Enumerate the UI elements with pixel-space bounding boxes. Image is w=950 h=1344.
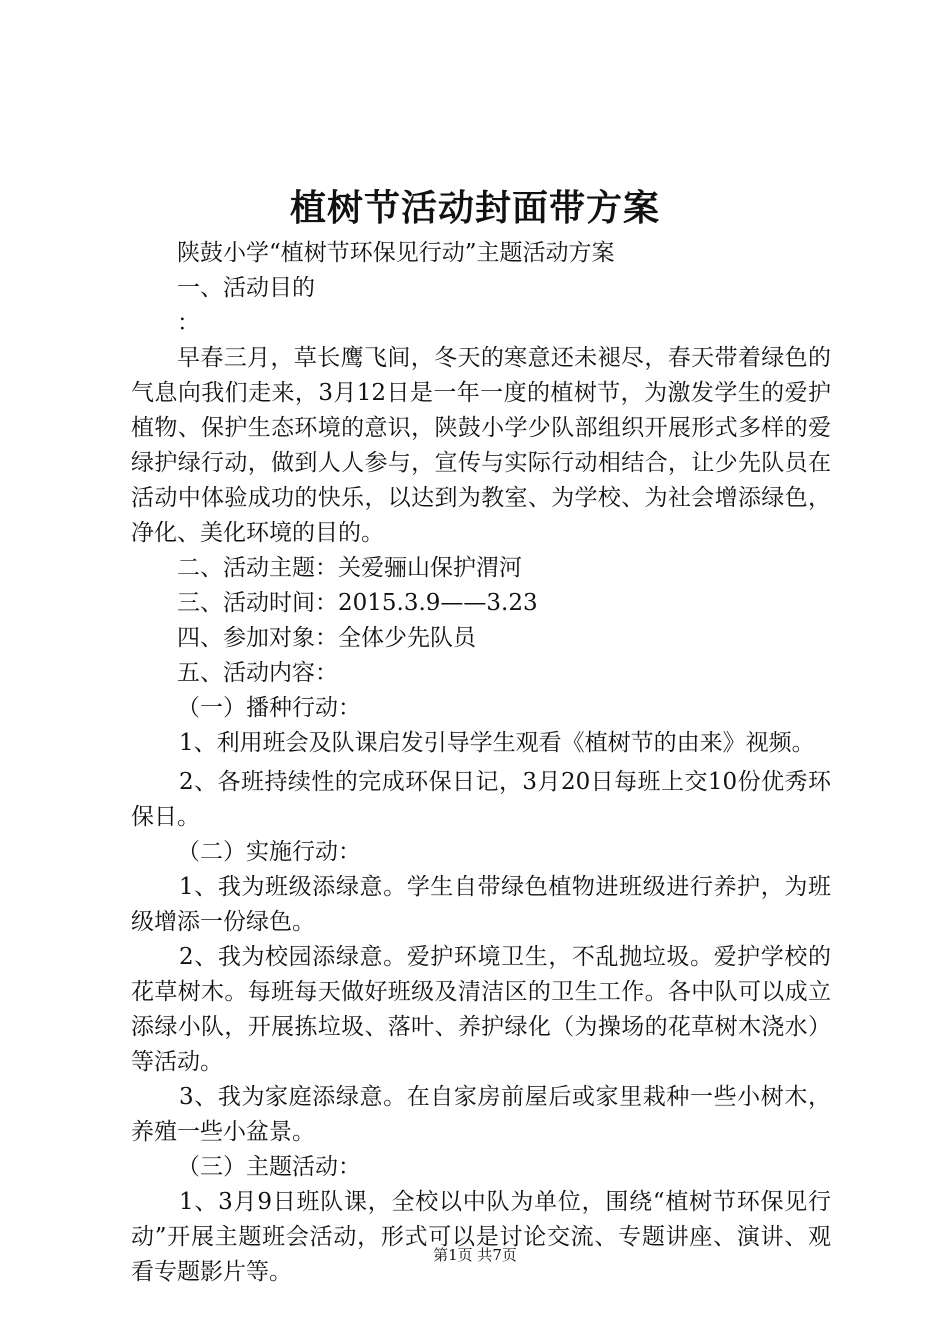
- section-participants: 四、参加对象：全体少先队员: [177, 625, 476, 651]
- page-number-footer: 第1页 共7页: [433, 1246, 517, 1264]
- list-item: 1、利用班会及队课启发引导学生观看《植树节的由来》视频。: [179, 730, 815, 756]
- paragraph-purpose: 早春三月，草长鹰飞间，冬天的寒意还未褪尽，春天带着绿色的气息向我们走来，3月12日是一年一度的植树节，为激发学生的爱护植物、保护生态环境的意识，陕鼓小学少队部组织开展形式多样的爱绿护绿行动，做到人人参与，宣传与实际行动相结合，让少先队员在活动中体验成功的快乐，以达到为教室、为学校、为社会增添绿色，净化、美化环境的目的。: [131, 345, 831, 546]
- list-item: 1、3月9日班队课，全校以中队为单位，围绕“植树节环保见行动”开展主题班会活动，形式可以是讨论交流、专题讲座、演讲、观看专题影片等。: [131, 1189, 831, 1285]
- section-theme: 二、活动主题：关爱骊山保护渭河: [177, 555, 522, 581]
- list-item: 2、我为校园添绿意。爱护环境卫生，不乱抛垃圾。爱护学校的花草树木。每班每天做好班级及清洁区的卫生工作。各中队可以成立添绿小队，开展拣垃圾、落叶、养护绿化（为操场的花草树木浇水）等活动。: [131, 944, 831, 1075]
- section-content: 五、活动内容：: [177, 660, 338, 686]
- section-colon: ：: [177, 310, 200, 336]
- document-title: 植树节活动封面带方案: [289, 187, 660, 229]
- subtitle: 陕鼓小学“植树节环保见行动”主题活动方案: [177, 240, 615, 266]
- section-heading-purpose: 一、活动目的: [177, 275, 315, 301]
- part-heading-action: （二）实施行动：: [177, 839, 361, 865]
- section-time: 三、活动时间：2015.3.9——3.23: [177, 590, 538, 616]
- list-item: 3、我为家庭添绿意。在自家房前屋后或家里栽种一些小树木，养殖一些小盆景。: [131, 1084, 831, 1145]
- list-item: 2、各班持续性的完成环保日记，3月20日每班上交10份优秀环保日。: [131, 769, 831, 830]
- part-heading-theme-activity: （三）主题活动：: [177, 1154, 361, 1180]
- part-heading-sowing: （一）播种行动：: [177, 695, 361, 721]
- document-body: [131, 236, 831, 1290]
- list-item: 1、我为班级添绿意。学生自带绿色植物进班级进行养护，为班级增添一份绿色。: [131, 874, 831, 935]
